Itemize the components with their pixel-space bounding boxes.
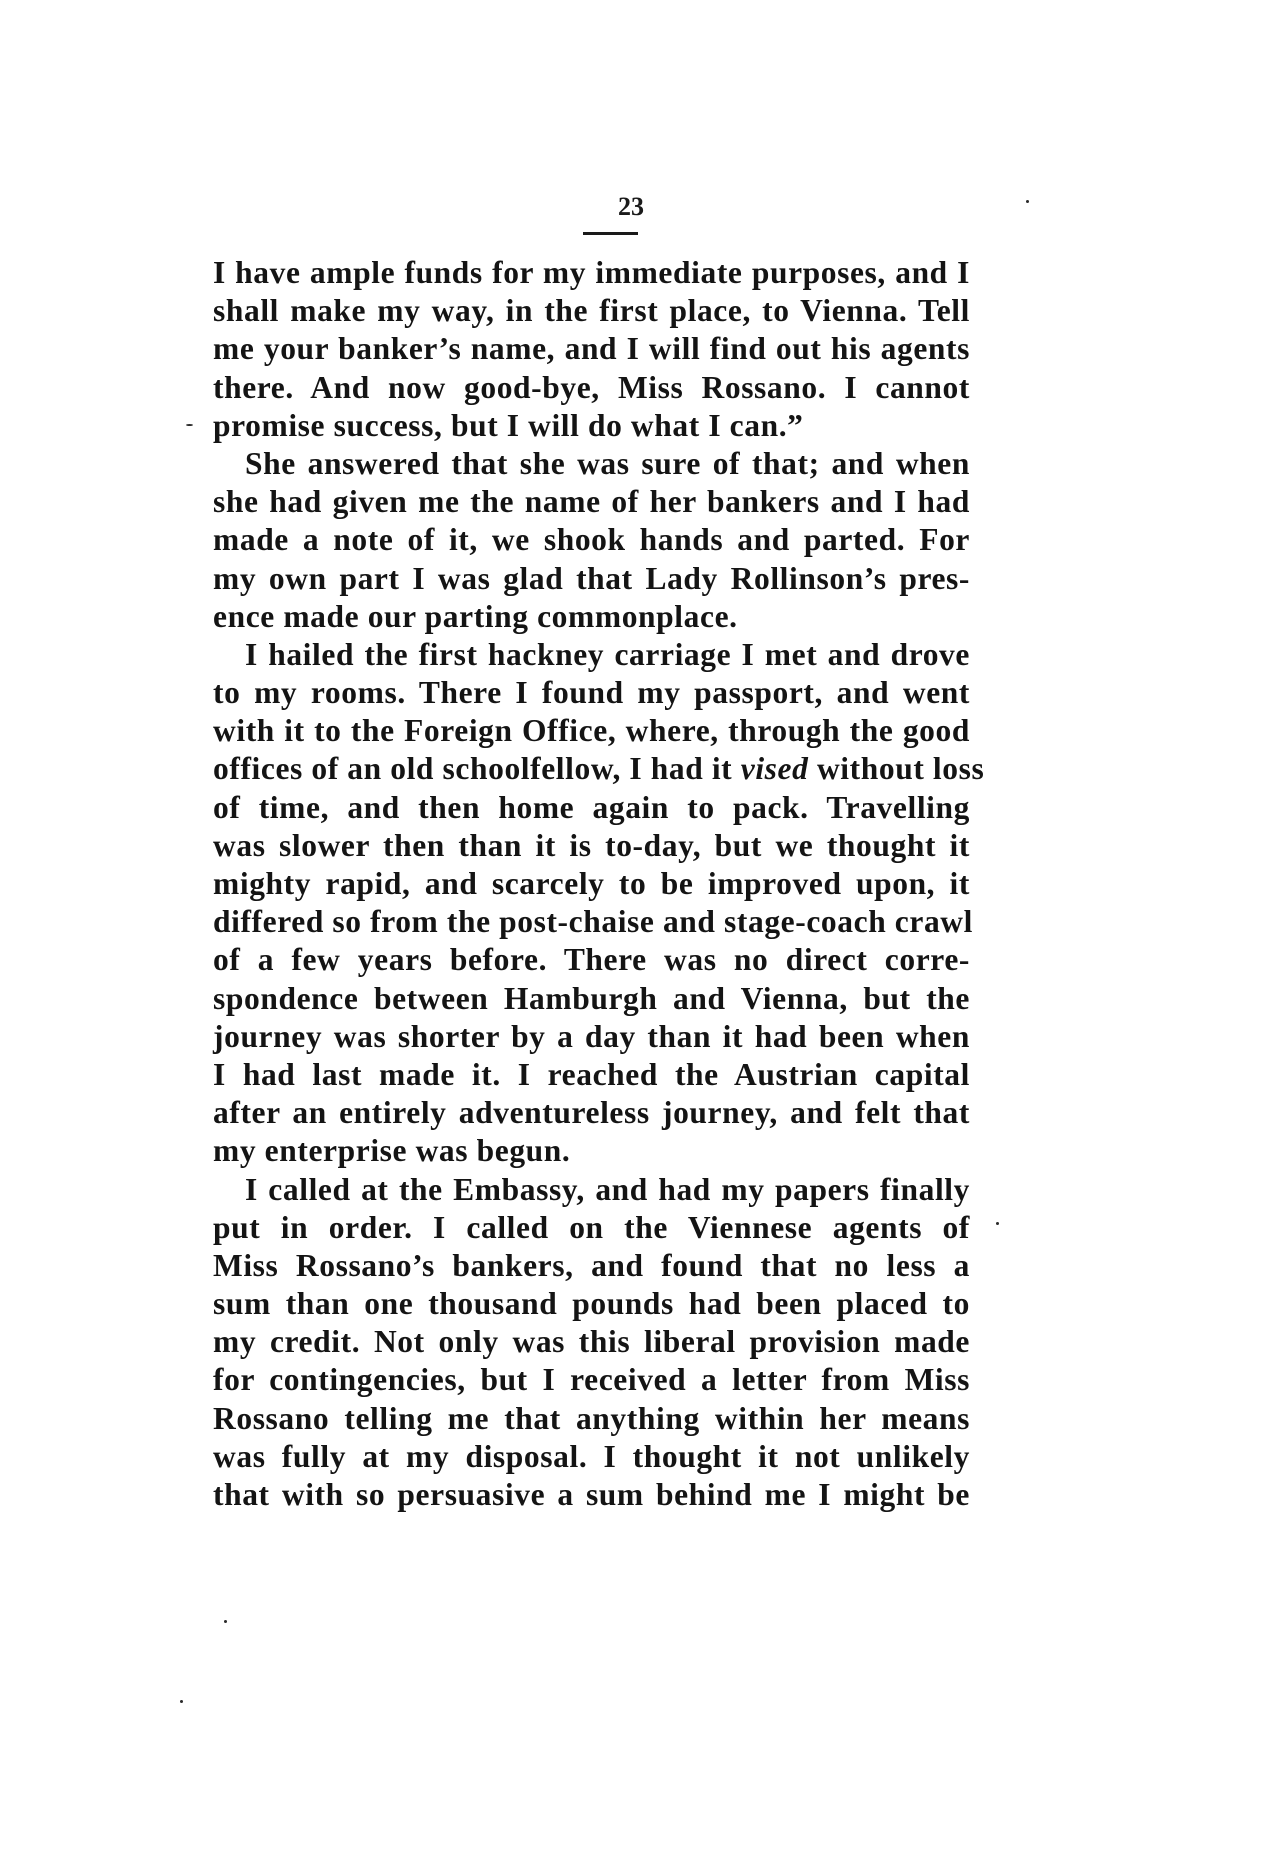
scan-speck — [224, 1620, 227, 1623]
text-line: was slower then than it is to-day, but we thought it — [213, 827, 970, 863]
paragraph-start-line: She answered that she was sure of that; and when — [245, 445, 970, 481]
text-line: put in order. I called on the Viennese agents of — [213, 1209, 970, 1245]
text-line: for contingencies, but I received a letter from Miss — [213, 1362, 970, 1398]
text-line: Rossano telling me that anything within her means — [213, 1400, 970, 1436]
text-line: sum than one thousand pounds had been placed to — [213, 1286, 970, 1322]
italic-word: vised — [740, 751, 809, 787]
text-line: my own part I was glad that Lady Rollinson’s pres- — [213, 560, 970, 596]
page-number: 23 — [618, 192, 644, 221]
text-line: promise success, but I will do what I can.” — [213, 407, 804, 443]
text-line: my enterprise was begun. — [213, 1133, 571, 1169]
text-line: my credit. Not only was this liberal provision made — [213, 1324, 970, 1360]
text-line-with-italic — [213, 750, 985, 788]
text-line: to my rooms. There I found my passport, and went — [213, 675, 970, 711]
text-line: ence made our parting commonplace. — [213, 598, 738, 634]
text-line: shall make my way, in the first place, to Vienna. Tell — [213, 293, 970, 329]
text-line: that with so persuasive a sum behind me I might be — [213, 1477, 970, 1512]
scan-speck — [996, 1222, 999, 1225]
scan-speck — [1026, 200, 1029, 203]
text-line: spondence between Hamburgh and Vienna, but the — [213, 980, 970, 1016]
text-line: mighty rapid, and scarcely to be improved upon, it — [213, 866, 970, 901]
text-line: was fully at my disposal. I thought it not unlikely — [213, 1438, 970, 1474]
page-body-text — [213, 254, 985, 1514]
text-line: I have ample funds for my immediate purposes, and I — [213, 255, 970, 290]
paragraph-start-line: I called at the Embassy, and had my papers finally — [245, 1171, 970, 1207]
text-line: differed so from the post-chaise and stage-coach crawl — [213, 904, 974, 940]
text-line: made a note of it, we shook hands and parted. For — [213, 522, 970, 558]
page-number-rule — [583, 232, 638, 235]
text-line: of time, and then home again to pack. Travelling — [213, 789, 970, 825]
scan-speck — [180, 1700, 183, 1703]
line-segment: offices of an old schoolfellow, I had it — [213, 751, 741, 787]
text-line: of a few years before. There was no direct corre- — [213, 942, 970, 978]
text-line: she had given me the name of her bankers and I had — [213, 484, 970, 520]
text-line: journey was shorter by a day than it had been when — [213, 1018, 970, 1054]
text-line: there. And now good-bye, Miss Rossano. I cannot — [213, 369, 970, 405]
text-line: I had last made it. I reached the Austrian capital — [213, 1056, 970, 1092]
paragraph-start-line: I hailed the first hackney carriage I met and drove — [245, 636, 970, 672]
text-line: Miss Rossano’s bankers, and found that no less a — [213, 1247, 970, 1283]
text-line: after an entirely adventureless journey, and felt that — [213, 1095, 970, 1131]
text-line: with it to the Foreign Office, where, through the good — [213, 713, 970, 749]
scan-speck — [186, 424, 193, 426]
line-segment: without loss — [808, 751, 985, 787]
text-line: me your banker’s name, and I will find out his agents — [213, 331, 970, 367]
